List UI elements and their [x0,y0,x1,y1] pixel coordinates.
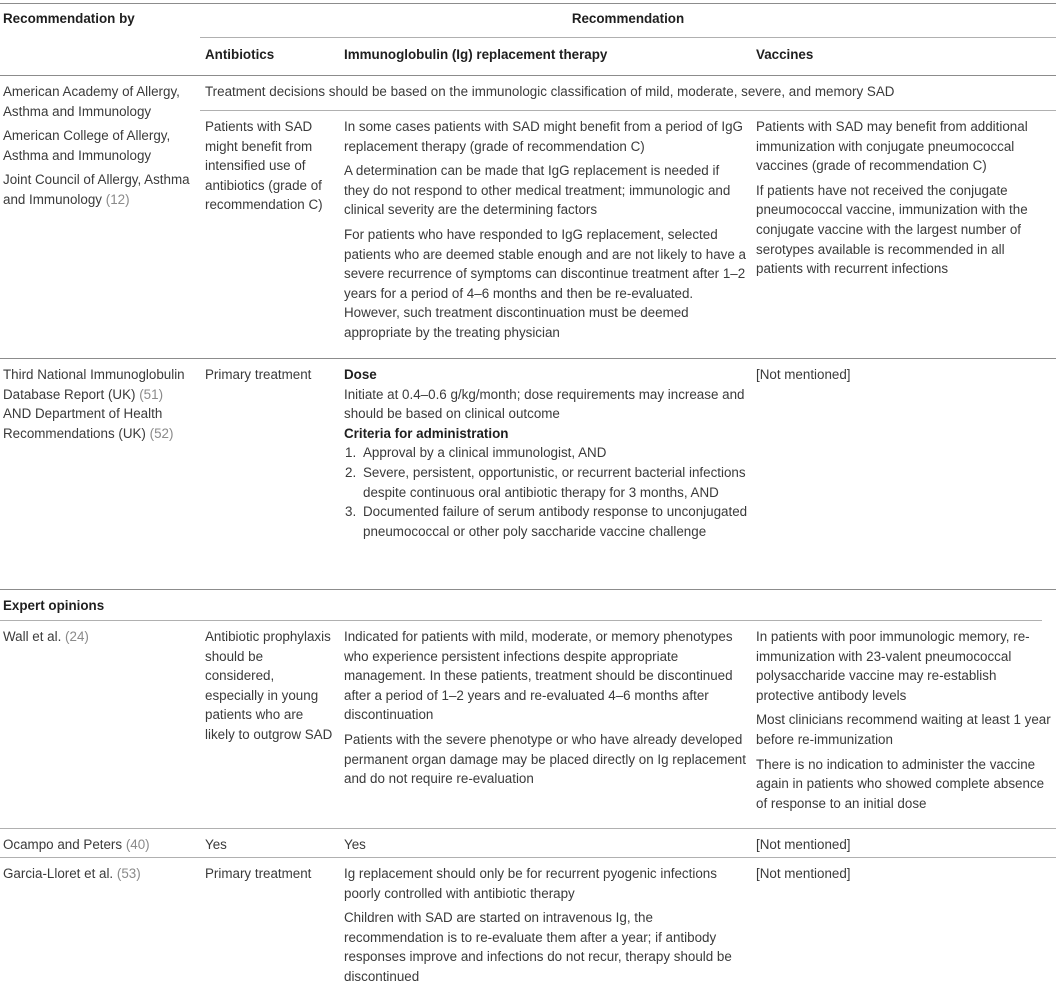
row3-ig [344,627,748,789]
rule-row3-bottom [0,828,1056,829]
rule-header-bottom [0,75,1056,76]
dose-heading: Dose [344,367,377,382]
row5-who-name: Garcia-Lloret et al. [3,866,114,881]
rule-row4-bottom [0,857,1056,858]
criteria-item: 2. Severe, persistent, opportunistic, or recurrent bacterial infections despite continuous oral antibiotic therapy for 3 months, AND [345,464,746,500]
ref-53: (53) [116,866,141,881]
row4-who [3,835,198,855]
row2-antibiotics: Primary treatment [205,367,312,382]
row4-ig: Yes [344,837,366,852]
row3-who [3,627,198,647]
row1-vaccines-p2: If patients have not received the conjugate pneumococcal vaccine, immunization with the conjugate vaccine with the largest number of serotypes available is recommended in all patients with recurrent infections [756,182,1028,277]
row1-ig-p1: In some cases patients with SAD might benefit from a period of IgG replacement therapy (grade of recommendation C) [344,119,743,154]
row5-antibiotics: Primary treatment [205,866,312,881]
org-uk-doh [3,404,198,443]
row5-who [3,864,198,884]
row5-vaccines: [Not mentioned] [756,866,851,881]
row4-vaccines: [Not mentioned] [756,837,851,852]
row1-antibiotics: Patients with SAD might benefit from intensified use of antibiotics (grade of recommendation C) [205,119,323,213]
ref-12: (12) [105,191,130,207]
section-expert-opinions: Expert opinions [3,598,105,613]
org-uk-report [3,365,198,404]
row3-ig-p2: Patients with the severe phenotype or who have already developed permanent organ damage may be placed directly on Ig replacement and do not require re-evaluation [344,731,746,787]
dose-text: Initiate at 0.4–0.6 g/kg/month; dose requirements may increase and should be based on clinical outcome [344,386,745,422]
criteria-item: 1. Approval by a clinical immunologist, AND [345,445,607,461]
criteria-heading: Criteria for administration [344,425,509,441]
org-uk-report-name: Third National Immunoglobulin Database Report (UK) [3,367,185,402]
row1-vaccines-p1: Patients with SAD may benefit from additional immunization with conjugate pneumococcal vaccines (grade of recommendation C) [756,119,1028,174]
rule-row1-span [200,110,1056,111]
header-recommendation: Recommendation [571,11,685,26]
row5-ig [344,864,748,987]
row1-ig [344,117,748,343]
row1-ig-p3: For patients who have responded to IgG replacement, selected patients who are deemed stable enough and are not likely to have a severe recurrence of symptoms can discontinue treatment after 1–2 years for a period of 4–6 months and then be re-evaluated. However, such treatment discontinuation must be deemed appropriate by the treating physician [344,226,746,340]
ref-51: (51) [139,386,164,402]
row2-ig [344,365,748,541]
row5-ig-p1: Ig replacement should only be for recurrent pyogenic infections poorly controlled with antibiotic therapy [344,866,717,901]
org-acaai: American College of Allergy, Asthma and Immunology [3,128,171,163]
row3-vaccines [756,627,1052,813]
rule-row1-bottom [0,358,1056,359]
row3-ig-p1: Indicated for patients with mild, moderate, or memory phenotypes who experience persistent infections despite appropriate management. In these patients, treatment should be discontinued after a period of 1–2 years and re-evaluated 4–6 months after discontinuation [344,629,733,723]
rule-header-sub [200,37,1056,38]
header-recommendation-by: Recommendation by [3,11,135,26]
row3-vaccines-p1: In patients with poor immunologic memory, re-immunization with 23-valent pneumococcal polysaccharide vaccine may re-establish protective antibody levels [756,629,1030,703]
row2-organizations [3,365,198,443]
row3-who-name: Wall et al. [3,629,62,644]
rule-top [0,3,1056,4]
row3-vaccines-p3: There is no indication to administer the vaccine again in patients who showed complete absence of response to an initial dose [756,756,1045,811]
criteria-item: 3. Documented failure of serum antibody response to unconjugated pneumococcal or other poly saccharide vaccine challenge [345,504,748,539]
row3-antibiotics: Antibiotic prophylaxis should be considered, especially in young patients who are likely to outgrow SAD [205,629,333,742]
org-aaaai: American Academy of Allergy, Asthma and Immunology [3,84,180,119]
ref-24: (24) [65,629,89,644]
row5-ig-p2: Children with SAD are started on intravenous Ig, the recommendation is to re-evaluate them after a year; if antibody responses improve and infections do not recur, therapy should be discontinued [344,910,732,984]
row1-ig-p2: A determination can be made that IgG replacement is needed if they do not respond to other medical treatment; immunologic and clinical severity are the determining factors [344,163,731,218]
rule-expert-bottom [0,620,1042,621]
header-antibiotics: Antibiotics [205,47,275,62]
row2-vaccines: [Not mentioned] [756,367,851,382]
row3-vaccines-p2: Most clinicians recommend waiting at least 1 year before re-immunization [756,712,1051,747]
org-jcaai-name: Joint Council of Allergy, Asthma and Immunology [3,172,190,207]
org-jcaai [3,170,198,209]
ref-52: (52) [149,425,174,441]
header-ig-therapy: Immunoglobulin (Ig) replacement therapy [344,47,608,62]
row1-vaccines [756,117,1052,279]
rule-row2-bottom [0,589,1056,590]
header-vaccines: Vaccines [756,47,814,62]
row1-organizations [3,82,198,210]
row4-who-name: Ocampo and Peters [3,837,123,852]
criteria-list [344,443,748,541]
ref-40: (40) [125,837,150,852]
row4-antibiotics: Yes [205,837,227,852]
row1-span-text: Treatment decisions should be based on the immunologic classification of mild, moderate, severe, and memory SAD [205,84,895,99]
org-uk-doh-name: AND Department of Health Recommendations (UK) [3,406,163,441]
